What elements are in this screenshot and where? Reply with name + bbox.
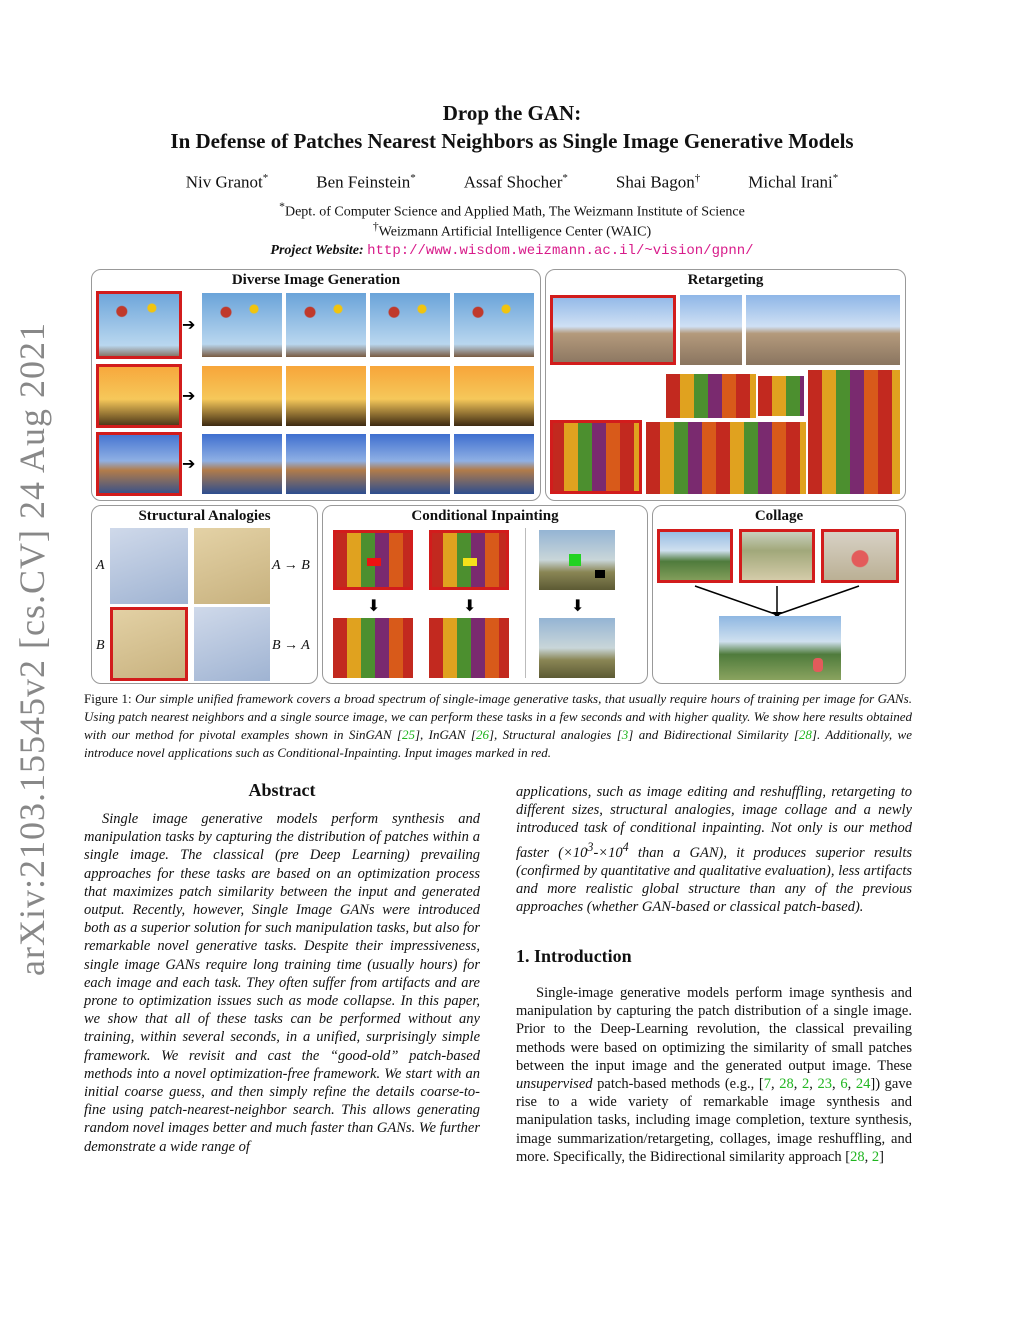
citation-24[interactable]: 24 xyxy=(855,1076,871,1093)
output-balloons-1 xyxy=(202,293,282,357)
retarget-monument-wide xyxy=(746,295,900,365)
output-balloons-3 xyxy=(370,293,450,357)
label-b: B xyxy=(96,638,105,653)
author-4: Shai Bagon† xyxy=(615,172,701,192)
label-a-to-b: A → B xyxy=(272,558,310,573)
output-fruit-2 xyxy=(429,618,509,678)
output-field xyxy=(539,618,615,678)
panel-collage xyxy=(652,505,906,684)
image-a-snow xyxy=(110,528,188,604)
project-website: Project Website: http://www.wisdom.weizmann.ac.il/~vision/gpnn/ xyxy=(270,243,754,259)
input-monument xyxy=(550,295,676,365)
output-fruit-1 xyxy=(333,618,413,678)
project-url-link[interactable]: http://www.wisdom.weizmann.ac.il/~vision/gpnn/ xyxy=(367,243,754,259)
citation-6[interactable]: 6 xyxy=(840,1076,848,1093)
citation-23[interactable]: 23 xyxy=(817,1076,833,1093)
input-fruit-mask-red xyxy=(333,530,413,590)
author-list xyxy=(0,172,1024,193)
output-birds-1 xyxy=(202,366,282,426)
retarget-monument-narrow xyxy=(680,295,742,365)
result-b-to-a xyxy=(194,607,270,681)
retarget-fruit-4 xyxy=(646,422,806,494)
output-collage xyxy=(719,616,841,680)
input-fruit-mask-yellow xyxy=(429,530,509,590)
author-2: Ben Feinstein* xyxy=(316,172,416,192)
abstract-heading: Abstract xyxy=(248,780,316,800)
arrow-down-icon: ⬇ xyxy=(367,596,381,615)
arrow-right-icon: ➔ xyxy=(182,386,196,405)
panel-retargeting-title: Retargeting xyxy=(687,272,764,288)
input-girl xyxy=(821,529,899,583)
citation-2[interactable]: 2 xyxy=(871,1148,880,1165)
citation-7[interactable]: 7 xyxy=(763,1076,771,1093)
intro-heading: 1. Introduction xyxy=(516,946,632,966)
input-birds xyxy=(96,364,182,428)
citation-25[interactable]: 25 xyxy=(401,727,415,742)
output-colosseum-1 xyxy=(202,434,282,494)
citation-2[interactable]: 2 xyxy=(802,1076,810,1093)
arrow-right-icon: ➔ xyxy=(182,315,196,334)
citation-26[interactable]: 26 xyxy=(475,727,489,742)
retarget-fruit-3 xyxy=(808,370,900,494)
panel-structural-analogies xyxy=(91,505,318,684)
divider xyxy=(525,528,526,678)
image-b-sand xyxy=(110,607,188,681)
retarget-fruit-2 xyxy=(758,376,804,416)
input-fruit-stand xyxy=(550,420,642,494)
arrow-right-icon: ➔ xyxy=(182,454,196,473)
output-balloons-4 xyxy=(454,293,534,357)
output-birds-3 xyxy=(370,366,450,426)
citation-28[interactable]: 28 xyxy=(798,727,812,742)
output-colosseum-3 xyxy=(370,434,450,494)
label-b-to-a: B → A xyxy=(272,638,310,653)
abstract-continued: applications, such as image editing and reshuffling, retargeting to different sizes, structural analogies, image collage and a newly introduced task of conditional inpainting. Not only is our method faster ($\times 10^3-\times 10^4$ than a GAN), it produces superior results (confirmed by quantitative and qualitative evaluation), less artifacts and more realistic global structure than any of the previous approaches (whether GAN-based or classical patch-based). xyxy=(516,784,912,916)
panel-structural-title: Structural Analogies xyxy=(138,508,271,524)
arrow-down-icon: ⬇ xyxy=(571,596,585,615)
citation-3[interactable]: 3 xyxy=(621,727,629,742)
panel-conditional-inpainting xyxy=(322,505,648,684)
input-garden xyxy=(657,529,733,583)
output-birds-2 xyxy=(286,366,366,426)
author-5: Michal Irani* xyxy=(748,172,839,192)
panel-diverse-title: Diverse Image Generation xyxy=(231,272,401,288)
author-3: Assaf Shocher* xyxy=(463,172,568,192)
output-colosseum-4 xyxy=(454,434,534,494)
input-field-mask xyxy=(539,530,615,590)
output-birds-4 xyxy=(454,366,534,426)
affiliation-2: †Weizmann Artificial Intelligence Center (WAIC) xyxy=(372,220,652,240)
collage-arrows xyxy=(653,584,905,618)
author-1: Niv Granot* xyxy=(185,172,269,192)
panel-retargeting xyxy=(545,269,906,501)
figure-caption: Figure 1: Our simple unified framework covers a broad spectrum of single-image generative tasks, that usually require hours of training per image for GANs. Using patch nearest neighbors and a single source image, we can perform these tasks in a few seconds and with higher quality. We show here results obtained with our method for pivotal examples shown in SinGAN [25], InGAN [26], Structural analogies [3] and Bidirectional Similarity [28]. Additionally, we introduce novel applications such as Conditional-Inpainting. Input images marked in red. xyxy=(84,691,912,760)
arrow-down-icon: ⬇ xyxy=(463,596,477,615)
output-colosseum-2 xyxy=(286,434,366,494)
label-a: A xyxy=(96,558,105,573)
panel-collage-title: Collage xyxy=(754,508,804,524)
paper-title-line1: Drop the GAN: xyxy=(442,101,582,125)
intro-body: Single-image generative models perform image synthesis and manipulation by capturing the patch distribution of a single image. Prior to the Deep-Learning revolution, the classical prevailing methods were based on optimizing the similarity of small patches between the input image and the generated output image. These unsupervised patch-based methods (e.g., [7, 28, 2, 23, 6, 24]) gave rise to a wide variety of remarkable image synthesis and manipulation tasks, including image completion, texture synthesis, image summarization/retargeting, collages, image reshuffling, and more. Specifically, the Bidirectional similarity approach [28, 2] xyxy=(516,985,913,1165)
citation-28[interactable]: 28 xyxy=(850,1148,865,1165)
arxiv-stamp: arXiv:2103.15545v2 [cs.CV] 24 Aug 2021 xyxy=(12,322,52,976)
output-balloons-2 xyxy=(286,293,366,357)
input-balloons xyxy=(96,291,182,359)
result-a-to-b xyxy=(194,528,270,604)
panel-inpainting-title: Conditional Inpainting xyxy=(411,508,559,524)
affiliation-1: *Dept. of Computer Science and Applied Math, The Weizmann Institute of Science xyxy=(279,200,745,220)
panel-diverse-generation xyxy=(91,269,541,501)
input-path xyxy=(739,529,815,583)
input-colosseum xyxy=(96,432,182,496)
paper-title-line2: In Defense of Patches Nearest Neighbors as Single Image Generative Models xyxy=(170,129,854,153)
abstract-body: Single image generative models perform synthesis and manipulation tasks by capturing the distribution of patches within a single image. The classical (pre Deep Learning) prevailing approaches for these tasks are based on an optimization process that maximizes patch similarity between the input and generated output. Recently, however, Single Image GANs were introduced both as a superior solution for such manipulation tasks, but also for remarkable novel generative tasks. Despite their impressiveness, single image GANs require long training time (usually hours) for each image and each task. They often suffer from artifacts and are prone to optimization issues such as mode collapse. In this paper, we show that all of these tasks can be performed without any training, within several seconds, in a unified, surprisingly simple framework. We revisit and cast the “good-old” patch-based methods into a novel optimization-free framework. We start with an initial coarse guess, and then simply refine the details coarse-to-fine using patch-nearest-neighbor search. This allows generating random novel images better and much faster than GANs. We further demonstrate a wide range of xyxy=(84,811,480,1155)
retarget-fruit-1 xyxy=(666,374,756,418)
citation-28[interactable]: 28 xyxy=(779,1076,794,1093)
